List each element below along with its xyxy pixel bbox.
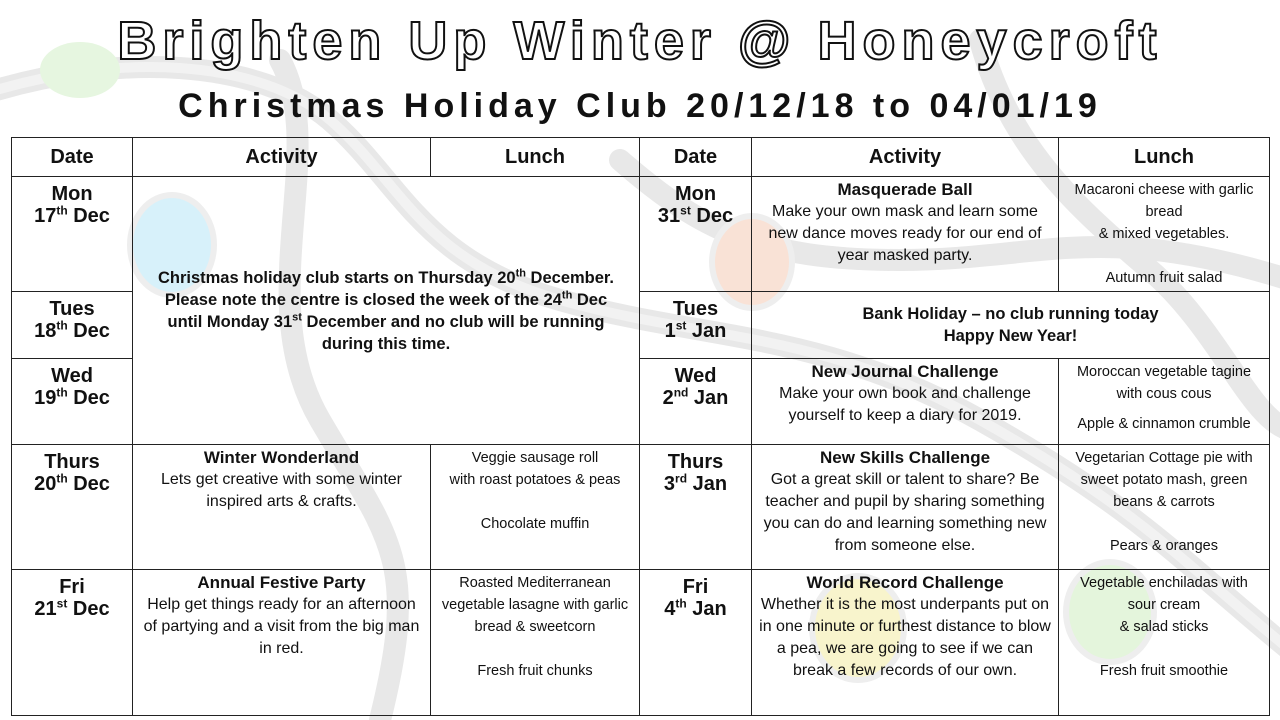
activity-cell bbox=[752, 570, 1059, 716]
activity-cell bbox=[133, 570, 431, 716]
activity-description: Whether it is the most underpants put on in one minute or furthest distance to blow a pea, we are going to see if we can break a few records of our own. bbox=[759, 596, 1051, 679]
date-cell: Wed 2nd Jan bbox=[640, 359, 752, 445]
activity-description: Got a great skill or talent to share? Be teacher and pupil by sharing something you can do and learning something new from someone else. bbox=[763, 471, 1047, 554]
page-subtitle: Christmas Holiday Club 20/12/18 to 04/01/19 bbox=[178, 87, 1102, 125]
activity-description: Lets get creative with some winter inspired arts & crafts. bbox=[161, 471, 402, 510]
column-header-lunch: Lunch bbox=[431, 138, 640, 177]
activity-title: World Record Challenge bbox=[806, 573, 1004, 592]
lunch-cell: Veggie sausage roll with roast potatoes & peas Chocolate muffin bbox=[431, 445, 640, 570]
header-row bbox=[12, 138, 1270, 177]
activity-title: New Skills Challenge bbox=[819, 448, 991, 467]
table-row bbox=[12, 570, 1270, 716]
closure-notice: Christmas holiday club starts on Thursday 20th December. Please note the centre is closed the week of the 24th Dec until Monday 31st December and no club will be running during this time. bbox=[133, 177, 640, 445]
date-cell: Fri 21st Dec bbox=[12, 570, 133, 716]
page-title: Brighten Up Winter @ Honeycroft bbox=[117, 11, 1163, 71]
date-cell: Thurs 3rd Jan bbox=[640, 445, 752, 570]
column-header-date: Date bbox=[12, 138, 133, 177]
activity-cell bbox=[752, 177, 1059, 292]
date-cell: Tues 18th Dec bbox=[12, 292, 133, 359]
lunch-cell: Vegetable enchiladas with sour cream & salad sticks Fresh fruit smoothie bbox=[1059, 570, 1270, 716]
schedule-table bbox=[11, 137, 1270, 716]
activity-title: Masquerade Ball bbox=[837, 180, 973, 199]
column-header-activity: Activity bbox=[133, 138, 431, 177]
date-cell: Mon 17th Dec bbox=[12, 177, 133, 292]
activity-title: New Journal Challenge bbox=[811, 362, 999, 381]
lunch-cell: Vegetarian Cottage pie with sweet potato mash, green beans & carrots Pears & oranges bbox=[1059, 445, 1270, 570]
activity-description: Make your own book and challenge yourself to keep a diary for 2019. bbox=[779, 385, 1031, 424]
column-header-activity: Activity bbox=[752, 138, 1059, 177]
date-cell: Tues 1st Jan bbox=[640, 292, 752, 359]
date-cell: Thurs 20th Dec bbox=[12, 445, 133, 570]
activity-description: Help get things ready for an afternoon of partying and a visit from the big man in red. bbox=[143, 596, 420, 657]
activity-title: Annual Festive Party bbox=[197, 573, 366, 592]
activity-cell bbox=[133, 445, 431, 570]
column-header-lunch: Lunch bbox=[1059, 138, 1270, 177]
table-row bbox=[12, 445, 1270, 570]
activity-cell bbox=[752, 359, 1059, 445]
date-cell: Fri 4th Jan bbox=[640, 570, 752, 716]
date-cell: Wed 19th Dec bbox=[12, 359, 133, 445]
bank-holiday-notice: Bank Holiday – no club running today Happy New Year! bbox=[752, 292, 1270, 359]
date-cell: Mon 31st Dec bbox=[640, 177, 752, 292]
table-row bbox=[12, 177, 1270, 292]
activity-title: Winter Wonderland bbox=[203, 448, 360, 467]
lunch-cell: Moroccan vegetable tagine with cous cous Apple & cinnamon crumble bbox=[1059, 359, 1270, 445]
column-header-date: Date bbox=[640, 138, 752, 177]
lunch-cell: Macaroni cheese with garlic bread & mixed vegetables. Autumn fruit salad bbox=[1059, 177, 1270, 292]
activity-cell bbox=[752, 445, 1059, 570]
activity-description: Make your own mask and learn some new dance moves ready for our end of year masked party. bbox=[768, 203, 1042, 264]
lunch-cell: Roasted Mediterranean vegetable lasagne with garlic bread & sweetcorn Fresh fruit chunks bbox=[431, 570, 640, 716]
